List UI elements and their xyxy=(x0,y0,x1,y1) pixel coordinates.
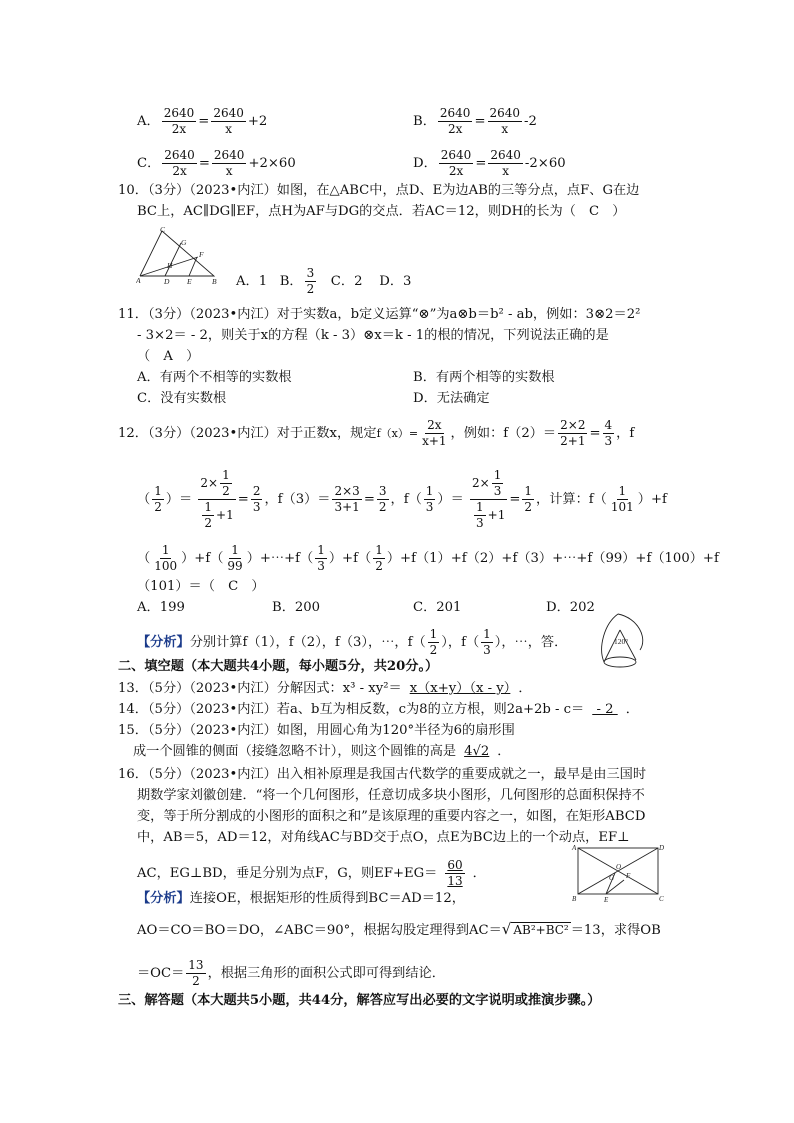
q10-label-b: B xyxy=(212,277,217,286)
q9-option-d: D． $\frac{2640}{2x}$ = $\frac{2640}{x}$ -2×60 xyxy=(413,148,566,178)
q12-stem-line2: （ $\frac{1}{2}$ ）＝ 2× $\frac{1}{2}$ $\frac{1}{2}$ +1 = $\frac{2}{3}$ ，f（3）＝ $\frac{2\times 3}{3+1}$ = $\frac{3}{2}$ ，f（ $\frac{1}{3}$ ）＝ 2× $\frac{1}{3}$ $\frac{1}{3}$ +1 = $\frac{1}{2}$ ，计算：f（ $\frac{1}{101}$ ）+f xyxy=(137,468,667,530)
q11-stem-line3: （ A ） xyxy=(137,349,200,364)
q16-label-c: C xyxy=(659,895,664,903)
q9-option-a: A． $\frac{2640}{2x}$ = $\frac{2640}{x}$ +2 xyxy=(137,106,268,136)
q16-analysis-line3: ＝OC＝ $\frac{13}{2}$ ，根据三角形的面积公式即可得到结论． xyxy=(137,958,445,988)
q16-label-e: E xyxy=(604,896,609,904)
q14-answer: - 2 xyxy=(592,702,618,717)
cone-angle-label: 120° xyxy=(614,637,629,646)
q12-option-a: A．199 xyxy=(137,600,185,615)
q12-stem-line3: （ $\frac{1}{100}$ ）+f（ $\frac{1}{99}$ ）+⋯+f（ $\frac{1}{3}$ ）+f（ $\frac{1}{2}$ ）+f（1）+f（2）+f（3）+⋯+f（99）+f（100）+f xyxy=(137,543,719,573)
q11-stem-line1: 11．（3分）（2023•内江）对于实数a，b定义运算“⊗”为a⊗b＝b² - ab，例如：3⊗2＝2² xyxy=(118,307,641,322)
q12-stem-line1: 12．（3分）（2023•内江）对于正数x，规定f（x）= $\frac{2x}{x+1}$ ，例如：f（2）＝ $\frac{2\times 2}{2+1}$ = $\frac{4}{3}$ ，f xyxy=(118,418,635,448)
q10-triangle-figure xyxy=(136,226,222,286)
q10-options: A．1 B． $\frac{3}{2}$ C．2 D．3 xyxy=(236,266,412,296)
q15-line1: 15．（5分）（2023•内江）如图，用圆心角为120°半径为6的扇形围 xyxy=(118,723,515,738)
q10-stem-line1: 10．（3分）（2023•内江）如图，在△ABC中，点D、E为边AB的三等分点，点F、G在边 xyxy=(118,183,640,198)
rectangle-figure xyxy=(570,840,666,904)
q10-label-c: C xyxy=(160,226,166,234)
q10-label-d: D xyxy=(164,277,170,286)
q12-option-b: B．200 xyxy=(272,600,321,615)
q10-stem-line2: BC上，AC∥DG∥EF，点H为AF与DG的交点．若AC＝12，则DH的长为（ C ） xyxy=(137,204,626,219)
q16-label-b: B xyxy=(572,895,577,903)
q12-analysis: 【分析】分别计算f（1），f（2），f（3），⋯，f（ $\frac{1}{2}$ ），f（ $\frac{1}{3}$ ），⋯，答． xyxy=(137,627,568,657)
q11-stem-line2: - 3×2＝ - 2，则关于x的方程（k - 3）⊗x＝k - 1的根的情况，下列说法正确的是 xyxy=(137,328,609,343)
q14: 14．（5分）（2023•内江）若a、b互为相反数，c为8的立方根，则2a+2b - c＝ - 2 ． xyxy=(118,702,639,717)
q15-answer: 4√2 xyxy=(464,744,490,759)
q12-option-c: C．201 xyxy=(413,600,462,615)
q16-answer: $\frac{60}{13}$ xyxy=(447,858,463,888)
section-3-heading: 三、解答题（本大题共5小题，共44分，解答应写出必要的文字说明或推演步骤。） xyxy=(118,993,601,1008)
q10-label-h: H xyxy=(167,261,173,270)
q9-option-c: C． $\frac{2640}{2x}$ = $\frac{2640}{x}$ +2×60 xyxy=(137,148,296,178)
q16-label-f: F xyxy=(626,872,631,880)
q11-option-b: B．有两个相等的实数根 xyxy=(413,370,555,385)
q13: 13．（5分）（2023•内江）分解因式：x³ - xy²＝ x（x+y）（x - y） ． xyxy=(118,681,532,696)
q16-line5: AC，EG⊥BD，垂足分别为点F，G，则EF+EG＝ $\frac{60}{13}$ ． xyxy=(137,858,486,888)
q9-option-b: B． $\frac{2640}{2x}$ = $\frac{2640}{x}$ -2 xyxy=(413,106,537,136)
q10-label-a: A xyxy=(136,276,141,285)
q16-label-a: A xyxy=(572,844,577,852)
q16-line1: 16．（5分）（2023•内江）出入相补原理是我国古代数学的重要成就之一，最早是由三国时 xyxy=(118,767,647,782)
q16-label-d: D xyxy=(659,844,665,852)
section-2-heading: 二、填空题（本大题共4小题，每小题5分，共20分。） xyxy=(118,659,439,674)
q16-label-g: G xyxy=(609,874,615,882)
q10-label-g: G xyxy=(181,238,187,247)
q11-option-c: C．没有实数根 xyxy=(137,391,227,406)
q16-analysis-line2: AO＝CO＝BO＝DO，∠ABC＝90°，根据勾股定理得到AC＝√ AB²+BC² ＝13，求得OB xyxy=(137,920,661,938)
q12-stem-line4: （101）＝（ C ） xyxy=(137,579,265,594)
q16-line4: 中，AB＝5，AD＝12，对角线AC与BD交于点O，点E为BC边上的一个动点，EF⊥ xyxy=(137,830,630,845)
q10-label-f: F xyxy=(199,250,204,259)
q16-line2: 期数学家刘徽创建．“将一个几何图形，任意切成多块小图形，几何图形的总面积保持不 xyxy=(137,788,645,803)
q16-label-o: O xyxy=(616,863,622,871)
q16-analysis-line1: 【分析】连接OE，根据矩形的性质得到BC＝AD＝12， xyxy=(137,891,465,906)
q16-line3: 变，等于所分割成的小图形的面积之和”是该原理的重要内容之一，如图，在矩形ABCD xyxy=(137,809,646,824)
q11-option-a: A．有两个不相等的实数根 xyxy=(137,370,292,385)
cone-sector-figure xyxy=(590,610,652,674)
q11-option-d: D．无法确定 xyxy=(413,391,490,406)
q10-label-e: E xyxy=(187,277,192,286)
q13-answer: x（x+y）（x - y） xyxy=(409,681,511,696)
q12-option-d: D．202 xyxy=(546,600,595,615)
q15-line2: 成一个圆锥的侧面（接缝忽略不计），则这个圆锥的高是 4√2 ． xyxy=(133,744,511,759)
